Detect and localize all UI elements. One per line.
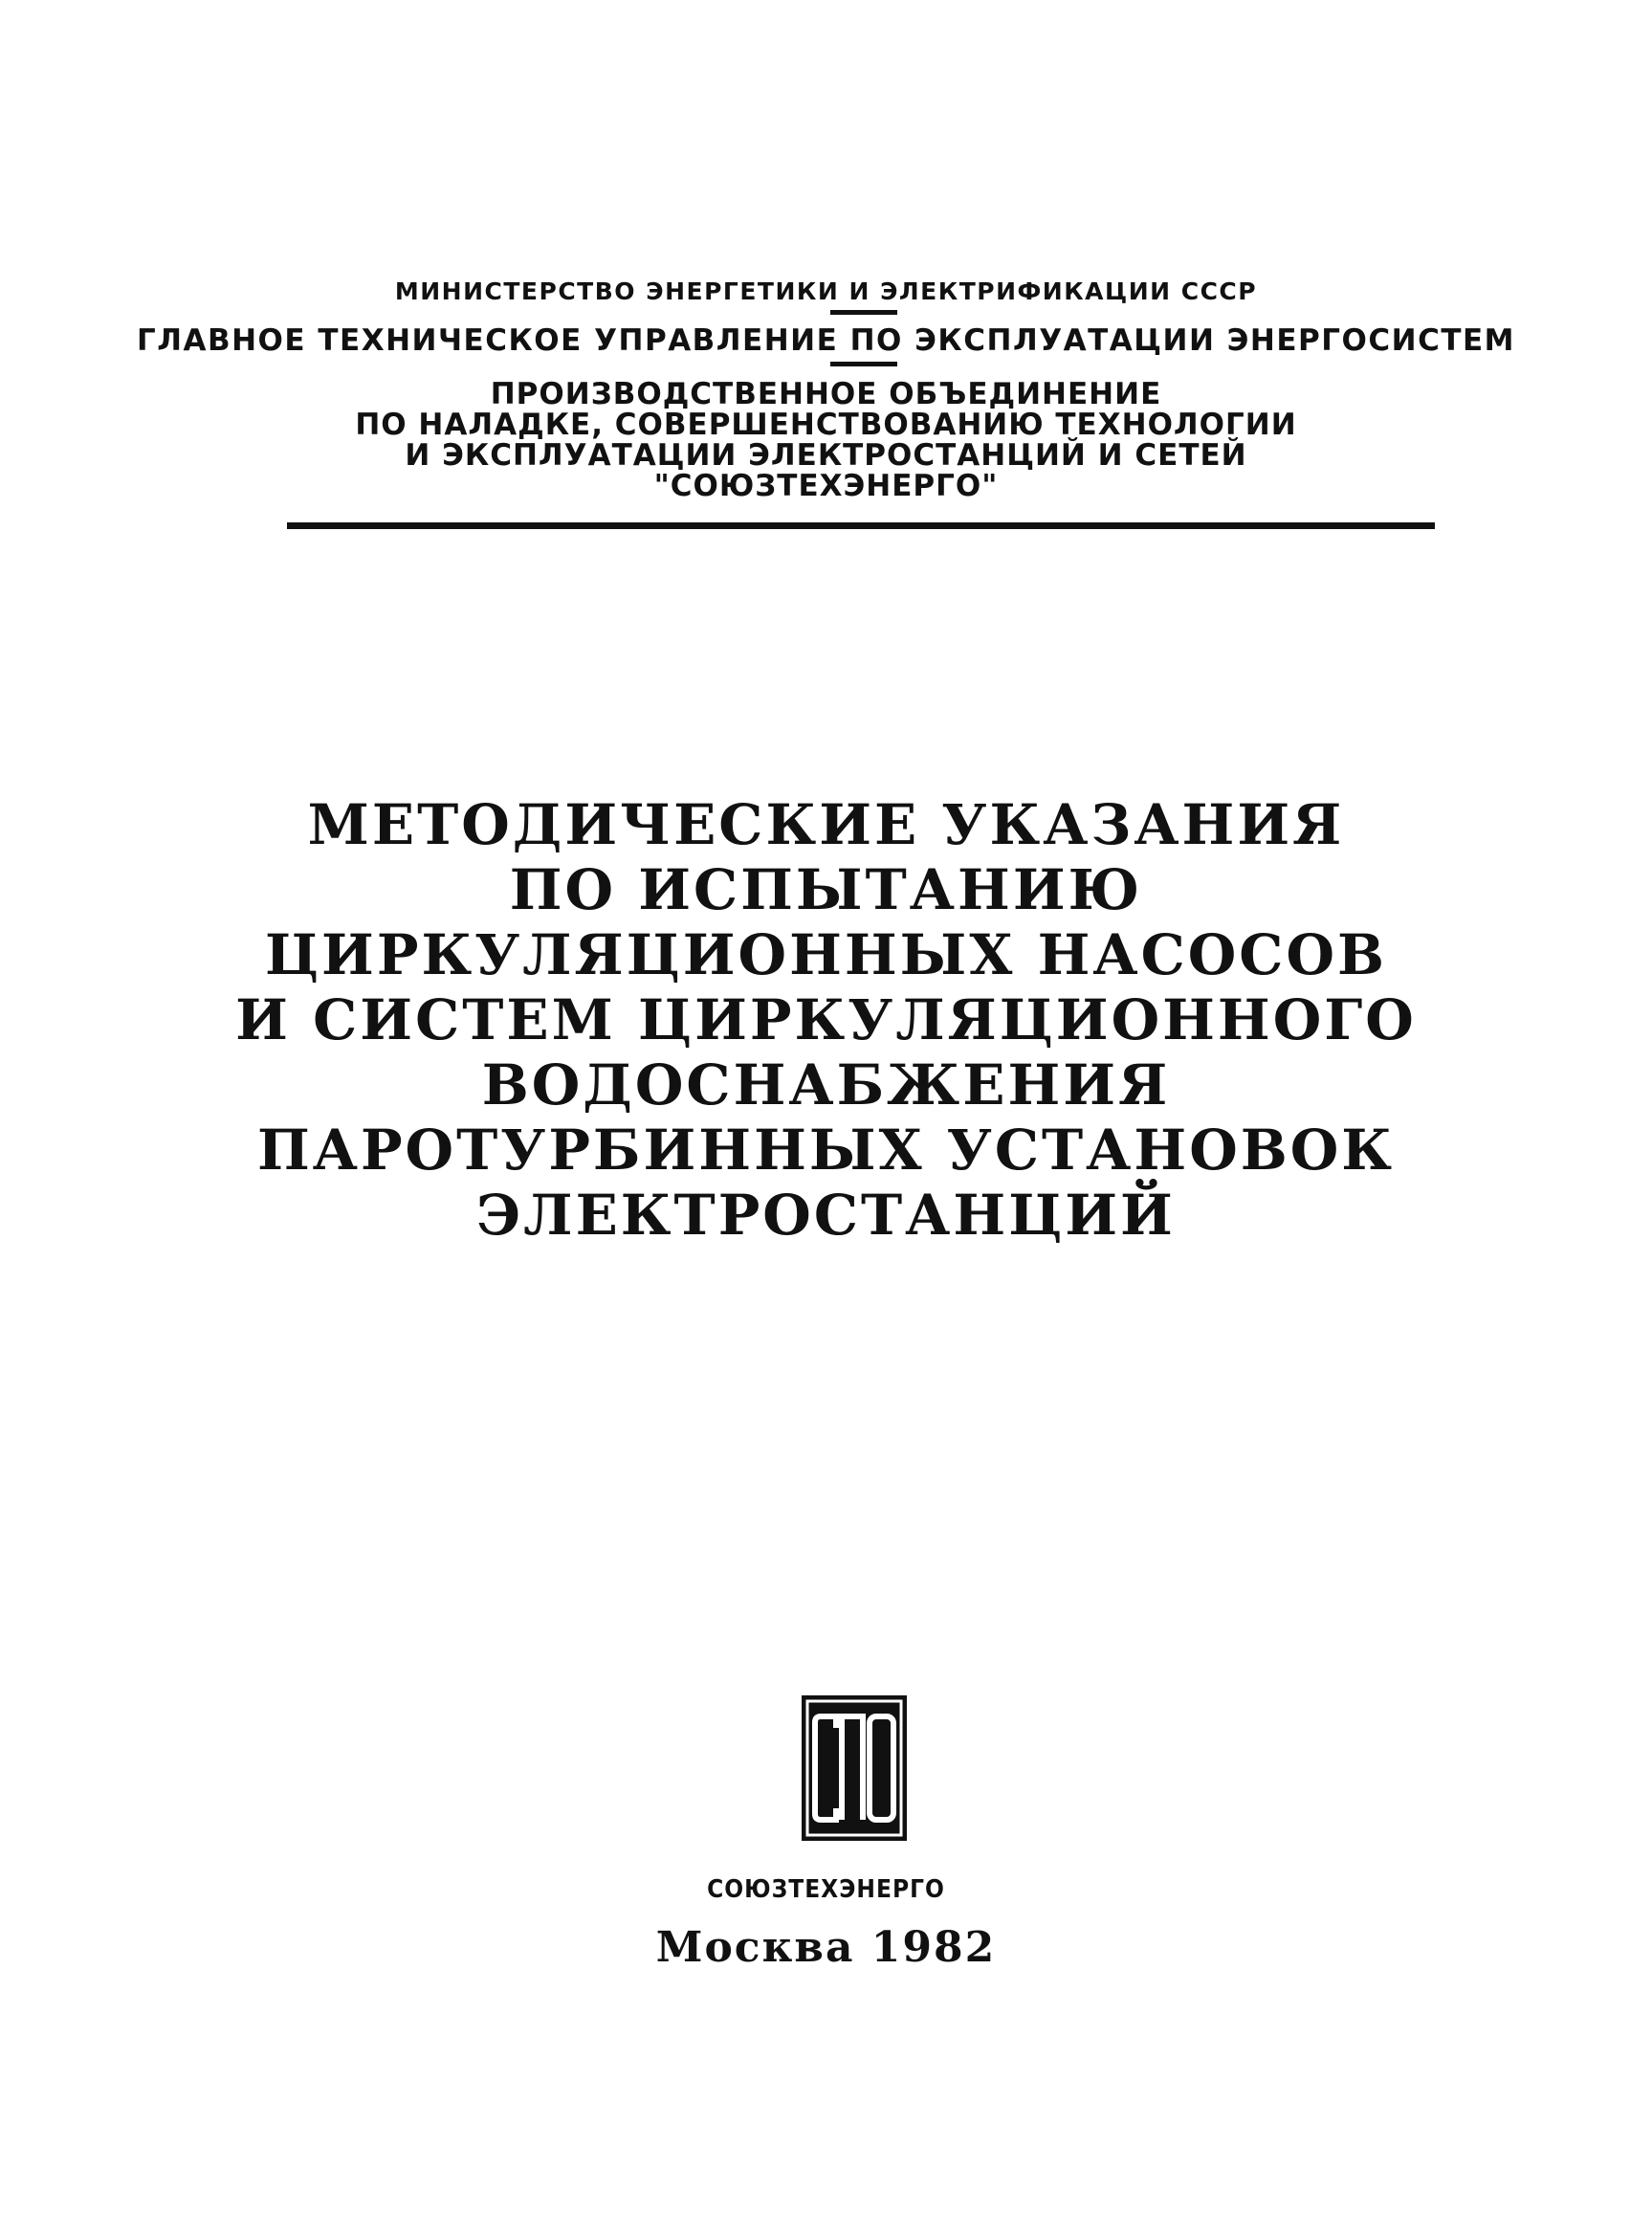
svg-text:СПО: СПО bbox=[706, 1600, 709, 1601]
document-title-line: МЕТОДИЧЕСКИЕ УКАЗАНИЯ bbox=[307, 792, 1345, 857]
association-line: ПРОИЗВОДСТВЕННОЕ ОБЪЕДИНЕНИЕ bbox=[490, 377, 1162, 411]
publication-city-year: Москва 1982 bbox=[655, 1923, 997, 1972]
main-directorate-heading: ГЛАВНОЕ ТЕХНИЧЕСКОЕ УПРАВЛЕНИЕ ПО ЭКСПЛУАТАЦИИ ЭНЕРГОСИСТЕМ bbox=[136, 323, 1515, 358]
publisher-name: СОЮЗТЕХЭНЕРГО bbox=[707, 1875, 945, 1904]
document-title-line: ЦИРКУЛЯЦИОННЫХ НАСОСОВ bbox=[264, 922, 1387, 987]
spo-logo-icon bbox=[706, 1600, 907, 1841]
association-line: "СОЮЗТЕХЭНЕРГО" bbox=[653, 469, 999, 503]
association-line: И ЭКСПЛУАТАЦИИ ЭЛЕКТРОСТАНЦИЙ И СЕТЕЙ bbox=[405, 438, 1247, 473]
document-title-line: ПАРОТУРБИННЫХ УСТАНОВОК bbox=[256, 1118, 1396, 1183]
header-divider-long bbox=[287, 522, 1435, 529]
document-title-line: И СИСТЕМ ЦИРКУЛЯЦИОННОГО bbox=[235, 987, 1417, 1052]
ministry-heading: МИНИСТЕРСТВО ЭНЕРГЕТИКИ И ЭЛЕКТРИФИКАЦИИ СССР bbox=[394, 277, 1258, 305]
header-divider-short bbox=[830, 310, 897, 315]
document-title-line: ЭЛЕКТРОСТАНЦИЙ bbox=[476, 1183, 1176, 1248]
document-title-line: ПО ИСПЫТАНИЮ bbox=[509, 857, 1143, 922]
header-divider-short bbox=[830, 362, 897, 366]
document-title-line: ВОДОСНАБЖЕНИЯ bbox=[481, 1052, 1171, 1118]
association-line: ПО НАЛАДКЕ, СОВЕРШЕНСТВОВАНИЮ ТЕХНОЛОГИИ bbox=[355, 408, 1297, 442]
